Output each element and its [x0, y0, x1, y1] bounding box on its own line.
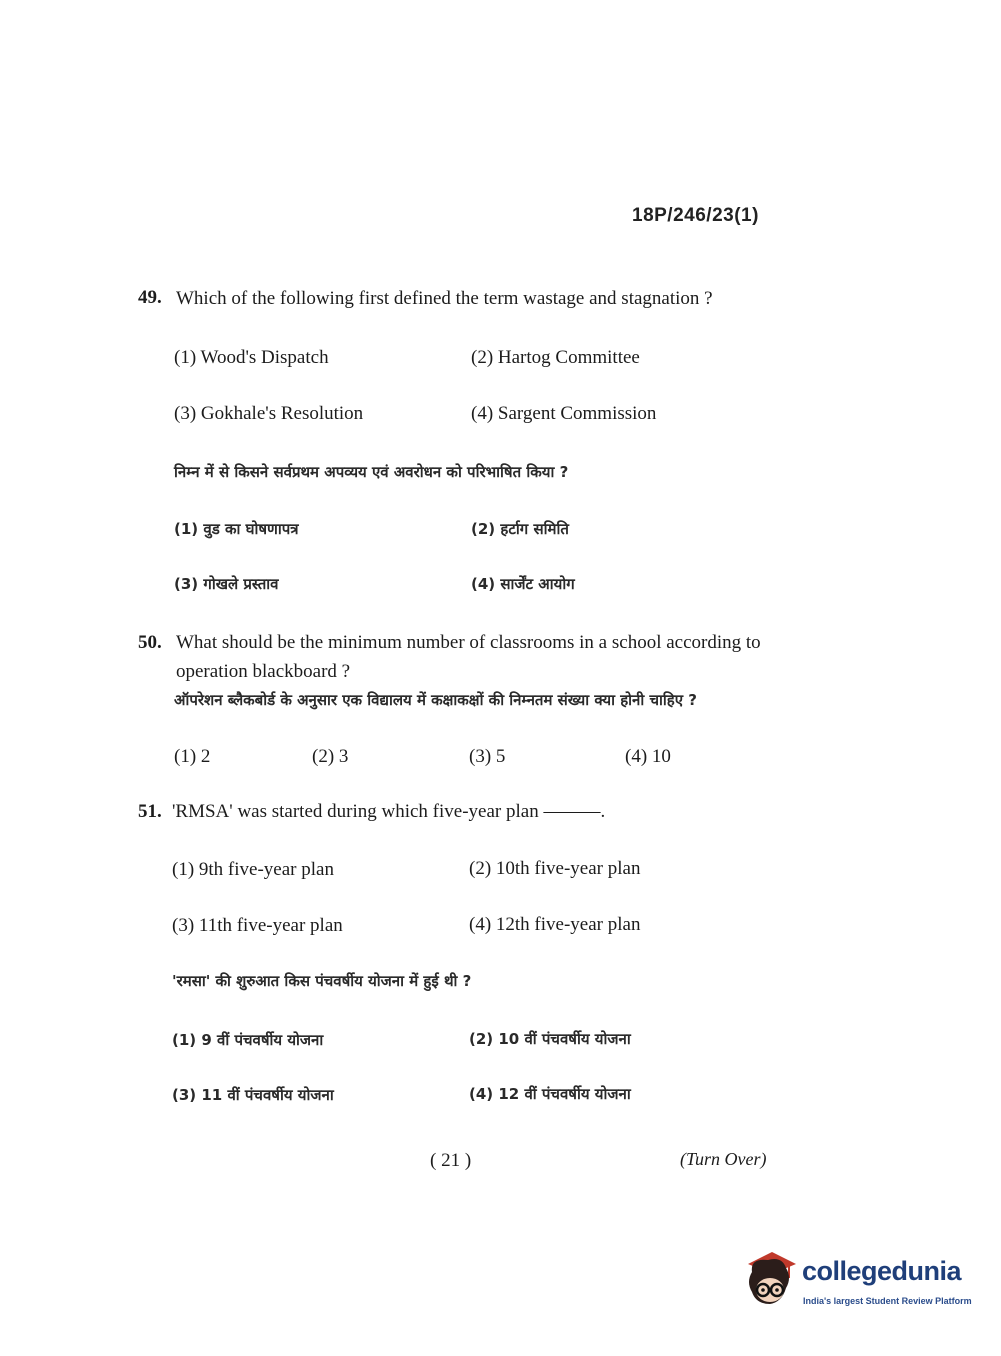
option: (2) Hartog Committee	[471, 347, 640, 368]
logo-name: collegedunia	[802, 1256, 962, 1286]
option: (2) 3	[312, 746, 349, 767]
question-text-line2: operation blackboard ?	[176, 661, 351, 682]
question-text-hindi: निम्न में से किसने सर्वप्रथम अपव्यय एवं अवरोधन को परिभाषित किया ?	[174, 463, 569, 481]
option-hindi: (1) 9 वीं पंचवर्षीय योजना	[172, 1031, 324, 1049]
option-hindi: (2) हर्टाग समिति	[471, 520, 569, 538]
option: (1) 2	[174, 746, 211, 767]
question-number: 49.	[138, 287, 162, 308]
option: (4) 10	[625, 746, 671, 767]
option-hindi: (3) गोखले प्रस्ताव	[174, 575, 279, 593]
question-number: 50.	[138, 632, 162, 653]
mascot-icon	[742, 1250, 798, 1312]
option: (4) Sargent Commission	[471, 403, 657, 424]
option: (3) Gokhale's Resolution	[174, 403, 364, 424]
question-number: 51.	[138, 801, 162, 822]
option-hindi: (1) वुड का घोषणापत्र	[174, 520, 299, 538]
logo-tagline: India's largest Student Review Platform	[803, 1296, 972, 1306]
option: (1) Wood's Dispatch	[174, 347, 329, 368]
option: (4) 12th five-year plan	[469, 914, 641, 935]
question-text-hindi: 'रमसा' की शुरुआत किस पंचवर्षीय योजना में हुई थी ?	[172, 972, 472, 990]
question-text-hindi: ऑपरेशन ब्लैकबोर्ड के अनुसार एक विद्यालय में कक्षाकक्षों की निम्नतम संख्या क्या होनी चाहिए ?	[174, 691, 697, 709]
option: (3) 5	[469, 746, 506, 767]
option-hindi: (3) 11 वीं पंचवर्षीय योजना	[172, 1086, 334, 1104]
option-hindi: (4) 12 वीं पंचवर्षीय योजना	[469, 1085, 631, 1103]
question-text-line1: What should be the minimum number of classrooms in a school according to	[176, 632, 761, 653]
paper-code: 18P/246/23(1)	[632, 205, 759, 226]
option: (1) 9th five-year plan	[172, 859, 334, 880]
question-text: 'RMSA' was started during which five-year plan ———.	[172, 801, 606, 822]
option: (3) 11th five-year plan	[172, 915, 343, 936]
collegedunia-logo[interactable]	[742, 1250, 972, 1320]
page-number: ( 21 )	[430, 1150, 472, 1171]
question-text: Which of the following first defined the term wastage and stagnation ?	[176, 288, 713, 309]
turn-over-note: (Turn Over)	[680, 1149, 767, 1169]
option: (2) 10th five-year plan	[469, 858, 641, 879]
option-hindi: (4) सार्जेंट आयोग	[471, 575, 575, 593]
option-hindi: (2) 10 वीं पंचवर्षीय योजना	[469, 1030, 631, 1048]
